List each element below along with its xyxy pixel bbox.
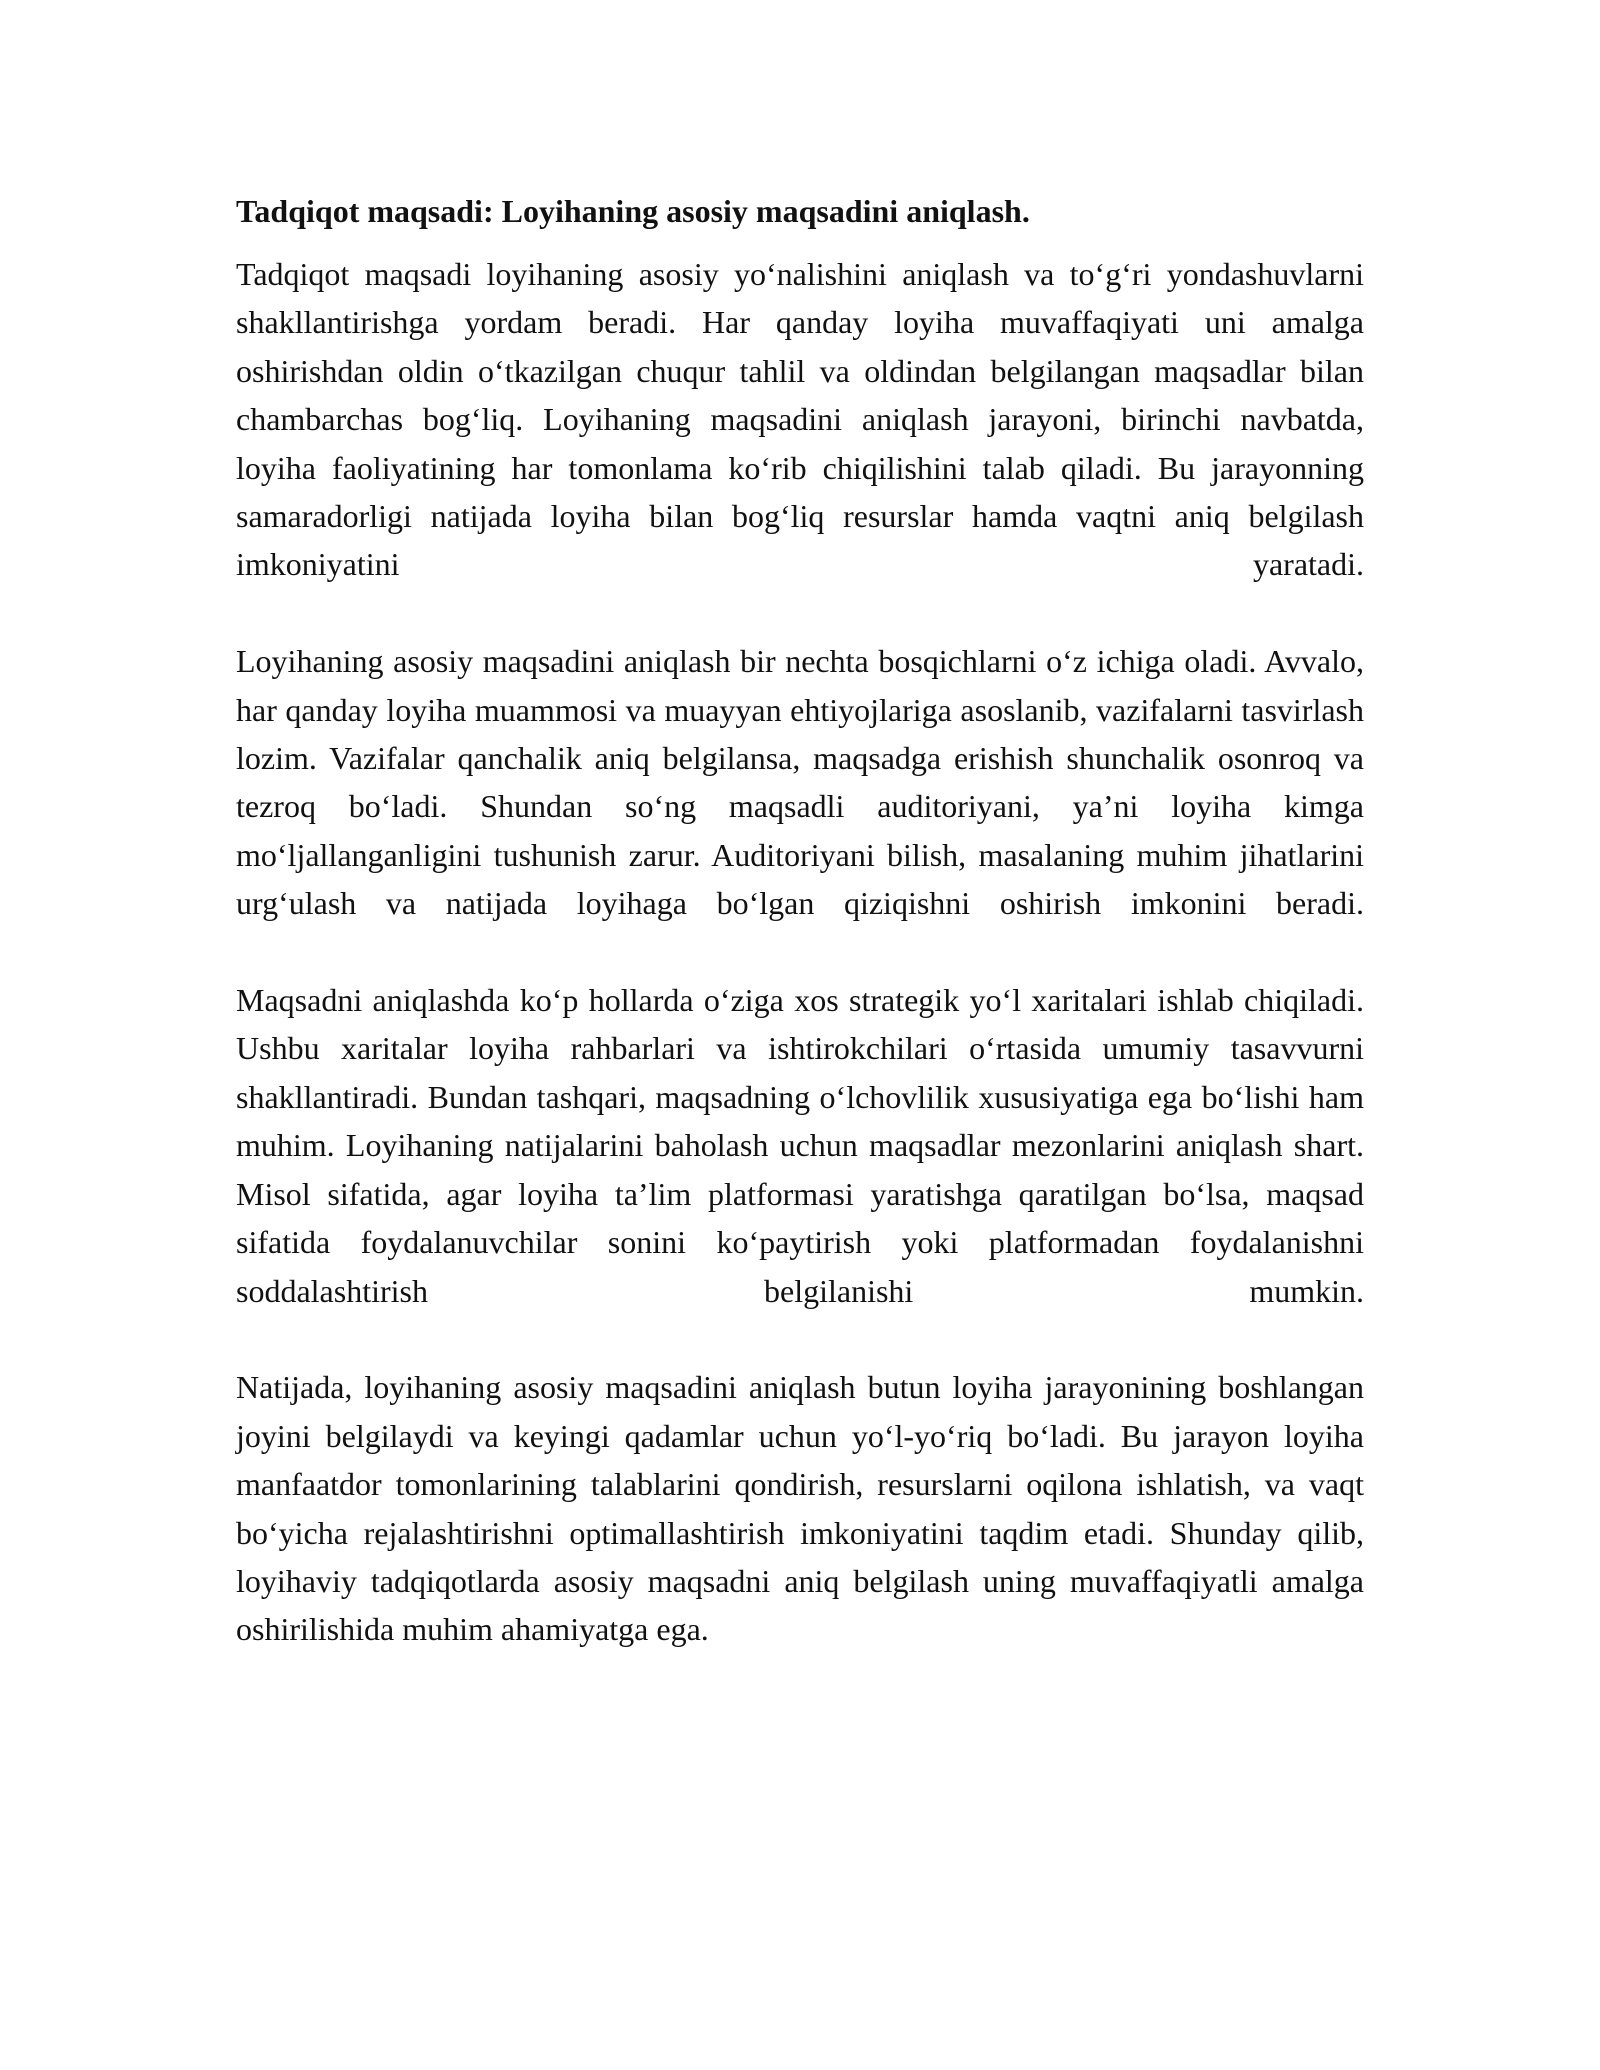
document-body [236, 188, 1364, 1654]
paragraph-3: Maqsadni aniqlashda ko‘p hollarda o‘ziga xos strategik yo‘l xaritalari ishlab chiqiladi. Ushbu xaritalar loyiha rahbarlari va ishtirokchilari o‘rtasida umumiy tasavvurni shakllantiradi. Bundan tashqari, maqsadning o‘lchovlilik xususiyatiga ega bo‘lishi ham muhim. Loyihaning natijalarini baholash uchun maqsadlar mezonlarini aniqlash shart. Misol sifatida, agar loyiha ta’lim platformasi yaratishga qaratilgan bo‘lsa, maqsad sifatida foydalanuvchilar sonini ko‘paytirish yoki platformadan foydalanishni soddalashtirish belgilanishi mumkin. [236, 982, 1364, 1309]
paragraph-1: Tadqiqot maqsadi loyihaning asosiy yo‘nalishini aniqlash va to‘g‘ri yondashuvlarni shakllantirishga yordam beradi. Har qanday loyiha muvaffaqiyati uni amalga oshirishdan oldin o‘tkazilgan chuqur tahlil va oldindan belgilangan maqsadlar bilan chambarchas bog‘liq. Loyihaning maqsadini aniqlash jarayoni, birinchi navbatda, loyiha faoliyatining har tomonlama ko‘rib chiqilishini talab qiladi. Bu jarayonning samaradorligi natijada loyiha bilan bog‘liq resurslar hamda vaqtni aniq belgilash imkoniyatini yaratadi. [236, 256, 1364, 583]
paragraph-4: Natijada, loyihaning asosiy maqsadini aniqlash butun loyiha jarayonining boshlangan joyini belgilaydi va keyingi qadamlar uchun yo‘l-yo‘riq bo‘ladi. Bu jarayon loyiha manfaatdor tomonlarining talablarini qondirish, resurslarni oqilona ishlatish, va vaqt bo‘yicha rejalashtirishni optimallashtirish imkoniyatini taqdim etadi. Shunday qilib, loyihaviy tadqiqotlarda asosiy maqsadni aniq belgilash uning muvaffaqiyatli amalga oshirilishida muhim ahamiyatga ega. [236, 1369, 1364, 1648]
section-heading: Tadqiqot maqsadi: Loyihaning asosiy maqsadini aniqlash. [236, 193, 1030, 229]
paragraph-2: Loyihaning asosiy maqsadini aniqlash bir nechta bosqichlarni o‘z ichiga oladi. Avvalo, har qanday loyiha muammosi va muayyan ehtiyojlariga asoslanib, vazifalarni tasvirlash lozim. Vazifalar qanchalik aniq belgilansa, maqsadga erishish shunchalik osonroq va tezroq bo‘ladi. Shundan so‘ng maqsadli auditoriyani, ya’ni loyiha kimga mo‘ljallanganligini tushunish zarur. Auditoriyani bilish, masalaning muhim jihatlarini urg‘ulash va natijada loyihaga bo‘lgan qiziqishni oshirish imkonini beradi. [236, 643, 1364, 922]
